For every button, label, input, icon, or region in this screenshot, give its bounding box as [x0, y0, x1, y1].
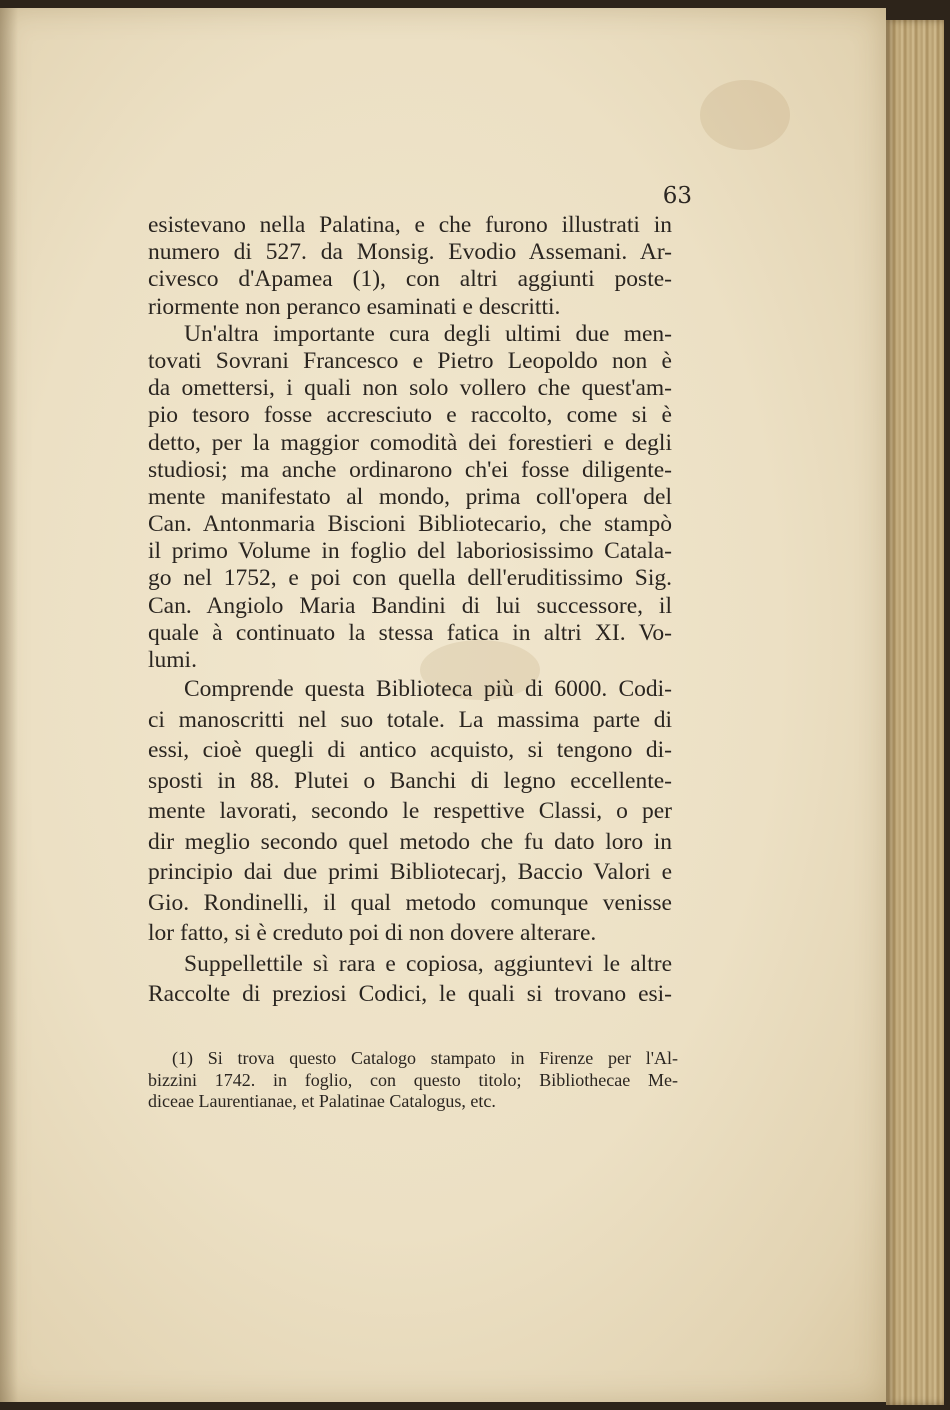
text-line: ci manoscritti nel suo totale. La massima parte di — [148, 706, 672, 733]
text-line: tovati Sovrani Francesco e Pietro Leopoldo non è — [148, 347, 672, 374]
text-line: esistevano nella Palatina, e che furono illustrati in — [148, 212, 672, 238]
text-line: il primo Volume in foglio del laboriosissimo Catala- — [148, 538, 672, 565]
footnote-line: (1) Si trova questo Catalogo stampato in Firenze per l'Al- — [172, 1048, 678, 1068]
footnote-line: diceae Laurentianae, et Palatinae Catalogus, etc. — [148, 1091, 496, 1111]
text-line: Can. Angiolo Maria Bandini di lui successore, il — [148, 592, 672, 619]
text-line: studiosi; ma anche ordinarono ch'ei fosse diligente- — [148, 456, 672, 483]
paragraph-start: Un'altra importante cura degli ultimi due men- — [184, 320, 672, 347]
binding-gutter — [0, 8, 18, 1402]
text-line: da omettersi, i quali non solo vollero che quest'am- — [148, 375, 672, 402]
text-line: mente manifestato al mondo, prima coll'opera del — [148, 483, 672, 510]
text-line: go nel 1752, e poi con quella dell'eruditissimo Sig. — [148, 565, 672, 592]
text-line: Gio. Rondinelli, il qual metodo comunque venisse — [148, 889, 672, 916]
paragraph-start: Suppellettile sì rara e copiosa, aggiuntevi le altre — [184, 950, 672, 977]
paper-stain — [700, 80, 790, 150]
page-number: 63 — [662, 183, 692, 209]
text-line: civesco d'Apamea (1), con altri aggiunti poste- — [148, 266, 672, 293]
text-line: mente lavorati, secondo le respettive Classi, o per — [148, 798, 672, 825]
text-line: numero di 527. da Monsig. Evodio Assemani. Ar- — [148, 239, 672, 266]
page-edges — [886, 20, 944, 1405]
text-line: sposti in 88. Plutei o Banchi di legno eccellente- — [148, 767, 672, 794]
text-line: dir meglio secondo quel metodo che fu dato loro in — [148, 828, 672, 855]
text-line: lumi. — [148, 647, 197, 673]
body-text — [148, 212, 672, 1010]
text-line: essi, cioè quegli di antico acquisto, si tengono di- — [148, 737, 672, 764]
text-line: quale à continuato la stessa fatica in altri XI. Vo- — [148, 619, 672, 646]
text-line: detto, per la maggior comodità dei forestieri e degli — [148, 429, 672, 456]
footnote-line: bizzini 1742. in foglio, con questo titolo; Bibliothecae Me- — [148, 1069, 678, 1090]
text-line: riormente non peranco esaminati e descritti. — [148, 293, 561, 320]
text-line: pio tesoro fosse accresciuto e raccolto, come si è — [148, 402, 672, 429]
text-line: Can. Antonmaria Biscioni Bibliotecario, che stampò — [148, 511, 672, 538]
text-line: lor fatto, si è creduto poi di non dovere alterare. — [148, 920, 597, 947]
text-line: principio dai due primi Bibliotecarj, Baccio Valori e — [148, 859, 672, 886]
paragraph-start: Comprende questa Biblioteca più di 6000. Codi- — [184, 676, 672, 703]
text-line: Raccolte di preziosi Codici, le quali si trovano esi- — [148, 981, 672, 1008]
footnote — [148, 1048, 678, 1113]
